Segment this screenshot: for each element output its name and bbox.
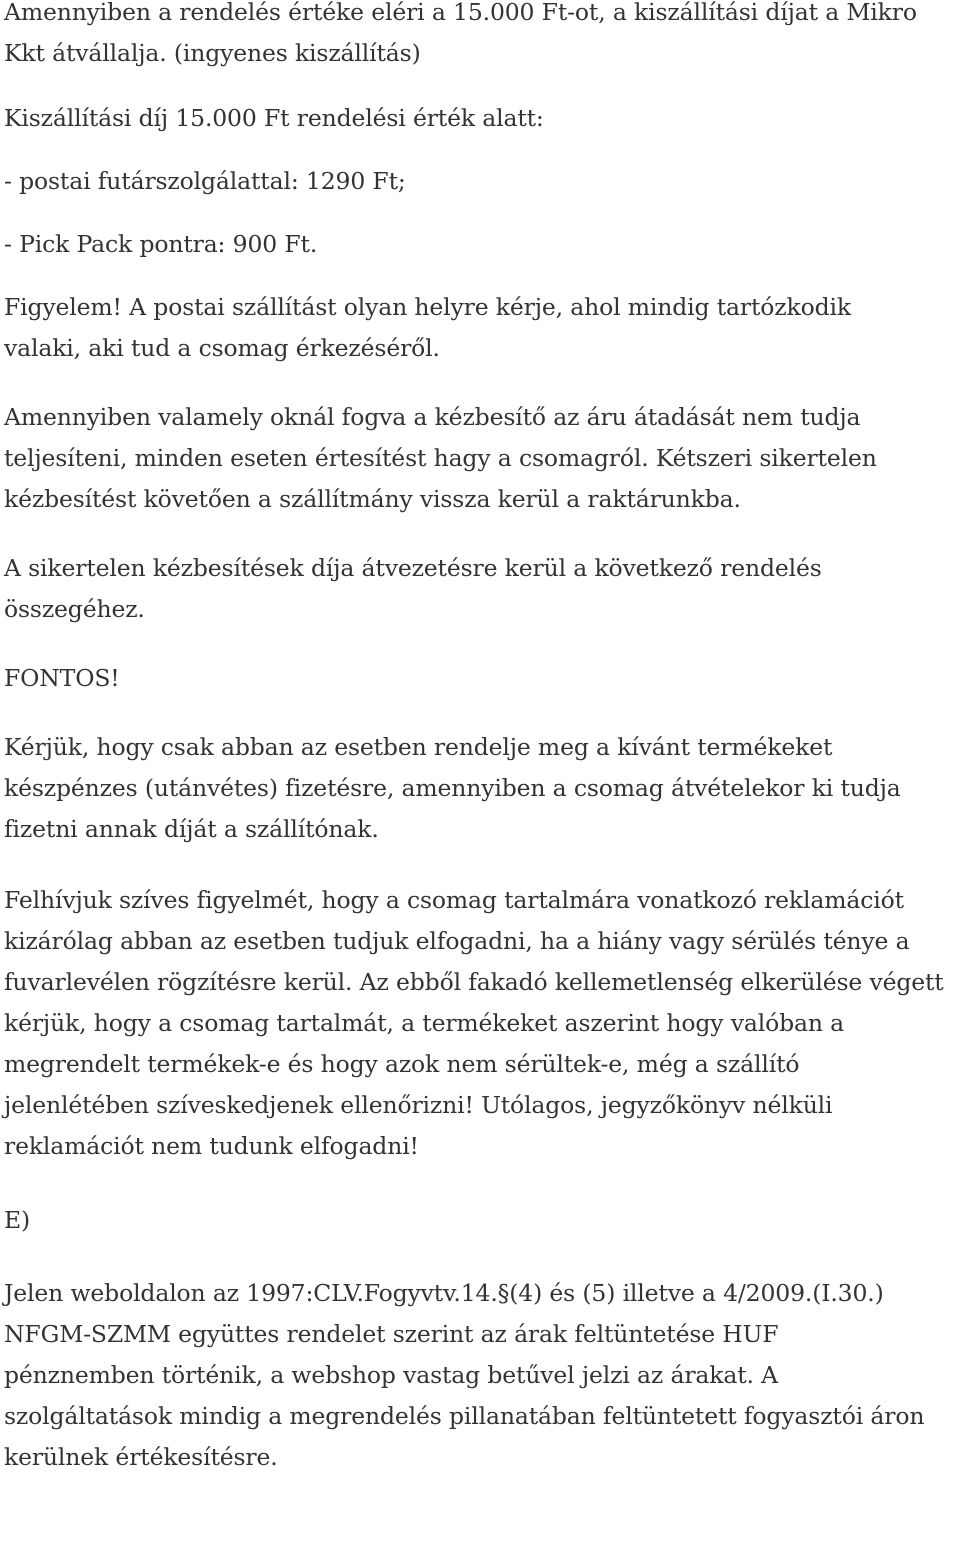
text-line: FONTOS! [4,664,120,692]
text-line: fuvarlevélen rögzítésre kerül. Az ebből fakadó kellemetlenség elkerülése végett [4,968,944,996]
text-line: kerülnek értékesítésre. [4,1443,278,1471]
text-line: megrendelt termékek-e és hogy azok nem sérültek-e, még a szállító [4,1050,800,1078]
text-line: - postai futárszolgálattal: 1290 Ft; [4,167,406,195]
text-line: valaki, aki tud a csomag érkezéséről. [4,334,440,362]
text-line: készpénzes (utánvétes) fizetésre, amennyiben a csomag átvételekor ki tudja [4,774,901,802]
complaint-paragraph [4,880,954,1167]
postal-courier-fee [4,161,954,202]
text-line: pénznemben történik, a webshop vastag betűvel jelzi az árakat. A [4,1361,778,1389]
text-line: jelenlétében szíveskedjenek ellenőrizni! Utólagos, jegyzőkönyv nélküli [4,1091,833,1119]
text-line: Jelen weboldalon az 1997:CLV.Fogyvtv.14.§(4) és (5) illetve a 4/2009.(I.30.) [4,1279,884,1307]
failed-delivery-fee-paragraph [4,548,954,630]
cash-on-delivery-paragraph [4,727,954,850]
text-line: - Pick Pack pontra: 900 Ft. [4,230,318,258]
text-line: Figyelem! A postai szállítást olyan helyre kérje, ahol mindig tartózkodik [4,293,851,321]
text-line: Kiszállítási díj 15.000 Ft rendelési érték alatt: [4,104,544,132]
text-line: E) [4,1206,31,1234]
failed-delivery-paragraph [4,397,954,520]
important-heading [4,658,954,699]
text-line: kizárólag abban az esetben tudjuk elfogadni, ha a hiány vagy sérülés ténye a [4,927,910,955]
section-e-heading [4,1200,954,1241]
text-line: Felhívjuk szíves figyelmét, hogy a csomag tartalmára vonatkozó reklamációt [4,886,904,914]
text-line: kézbesítést követően a szállítmány vissza kerül a raktárunkba. [4,485,741,513]
free-shipping-paragraph [4,0,954,74]
pick-pack-fee [4,224,954,265]
text-line: Kérjük, hogy csak abban az esetben rendelje meg a kívánt termékeket [4,733,833,761]
text-line: NFGM-SZMM együttes rendelet szerint az árak feltüntetése HUF [4,1320,779,1348]
pricing-legal-paragraph [4,1273,954,1478]
text-line: összegéhez. [4,595,145,623]
text-line: reklamációt nem tudunk elfogadni! [4,1132,419,1160]
text-line: kérjük, hogy a csomag tartalmát, a termékeket aszerint hogy valóban a [4,1009,845,1037]
text-line: szolgáltatások mindig a megrendelés pillanatában feltüntetett fogyasztói áron [4,1402,925,1430]
text-line: Amennyiben valamely oknál fogva a kézbesítő az áru átadását nem tudja [4,403,861,431]
text-line: teljesíteni, minden eseten értesítést hagy a csomagról. Kétszeri sikertelen [4,444,877,472]
text-line: Kkt átvállalja. (ingyenes kiszállítás) [4,39,421,67]
text-line: A sikertelen kézbesítések díja átvezetésre kerül a következő rendelés [4,554,822,582]
text-line: Amennyiben a rendelés értéke eléri a 15.000 Ft-ot, a kiszállítási díjat a Mikro [4,0,917,26]
text-line: fizetni annak díját a szállítónak. [4,815,379,843]
document-body [4,0,954,1478]
shipping-fee-heading [4,98,954,139]
attention-paragraph [4,287,954,369]
